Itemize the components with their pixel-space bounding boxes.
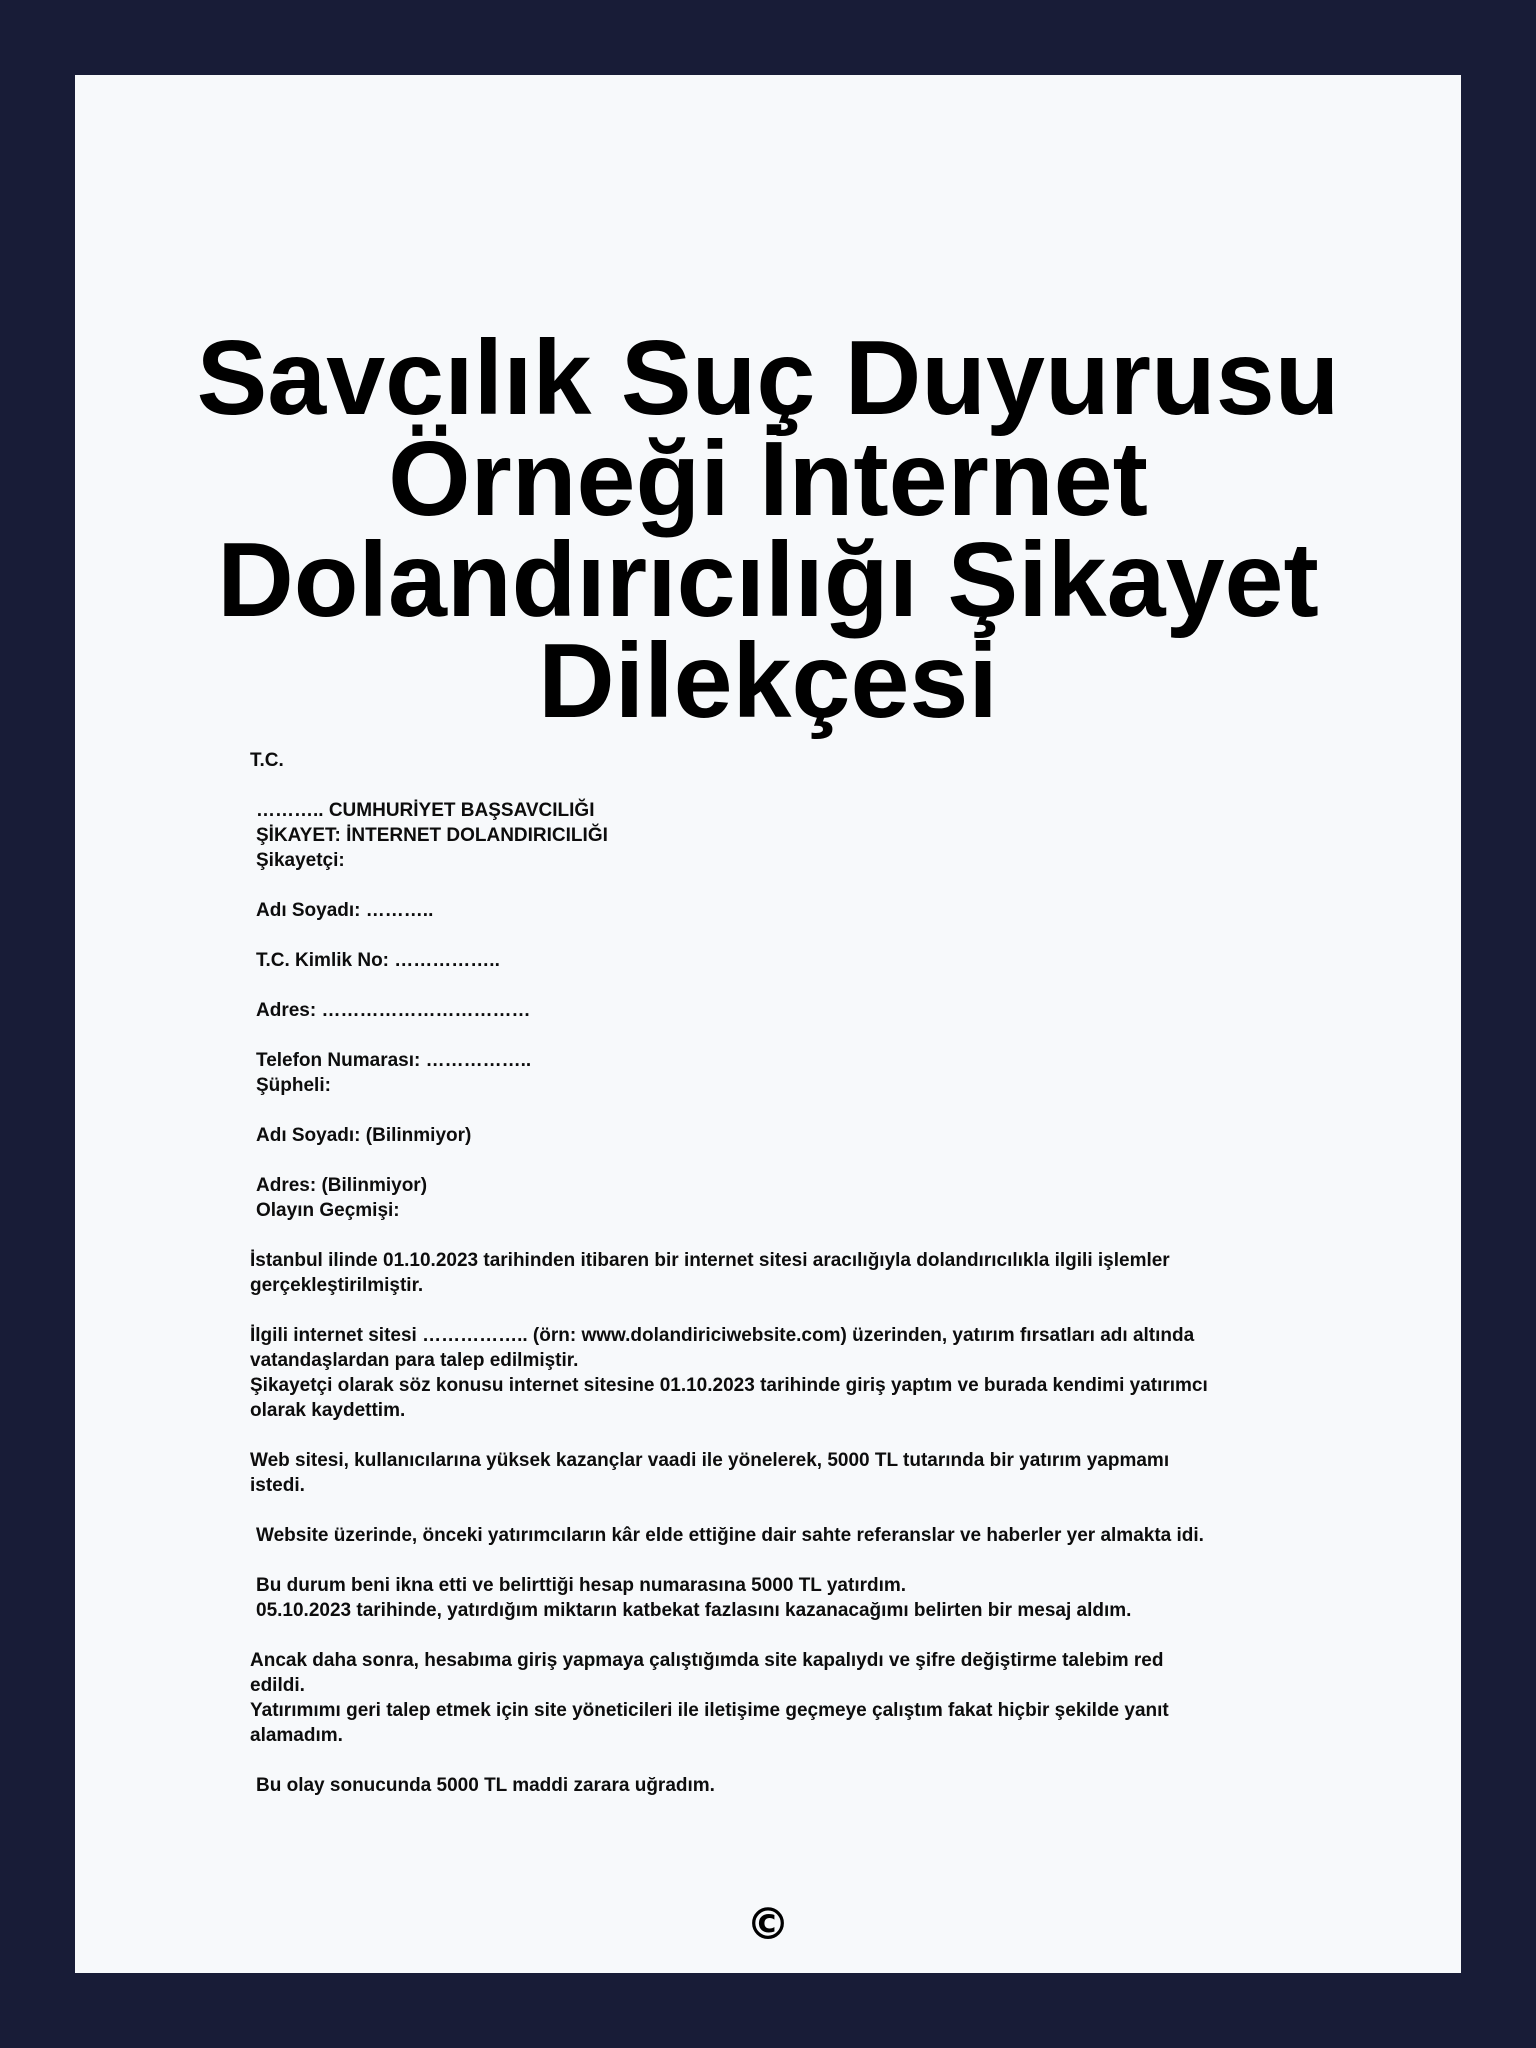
title-line: Dolandırıcılığı Şikayet xyxy=(217,521,1319,639)
doc-line-paragraph: istedi. xyxy=(250,1475,305,1496)
doc-line-paragraph: Web sitesi, kullanıcılarına yüksek kazançlar vaadi ile yönelerek, 5000 TL tutarında bir yatırım yapmamı xyxy=(250,1450,1170,1471)
doc-line-paragraph: İlgili internet sitesi …………….. (örn: www.dolandiriciwebsite.com) üzerinden, yatırım fırsatları adı altında xyxy=(250,1325,1195,1346)
page-title xyxy=(75,319,1461,740)
doc-line-office: ……….. CUMHURİYET BAŞSAVCILIĞI xyxy=(256,800,595,821)
doc-line-suspect-address: Adres: (Bilinmiyor) xyxy=(256,1175,428,1196)
doc-line-paragraph: Bu durum beni ikna etti ve belirttiği hesap numarasına 5000 TL yatırdım. xyxy=(256,1575,907,1596)
doc-line-complainant-id: T.C. Kimlik No: …………….. xyxy=(256,950,500,971)
doc-line-paragraph: alamadım. xyxy=(250,1725,343,1746)
copyright-icon: © xyxy=(746,1899,790,1950)
doc-line-paragraph: Website üzerinde, önceki yatırımcıların kâr elde ettiğine dair sahte referanslar ve haberler yer almakta idi. xyxy=(256,1525,1204,1546)
doc-line-suspect-heading: Şüpheli: xyxy=(256,1075,331,1096)
title-line: Savcılık Suç Duyurusu xyxy=(196,319,1340,437)
doc-line-tc: T.C. xyxy=(250,750,284,771)
doc-line-complainant-address: Adres: …………………………… xyxy=(256,1000,531,1021)
doc-line-complainant-heading: Şikayetçi: xyxy=(256,850,345,871)
doc-line-paragraph: İstanbul ilinde 01.10.2023 tarihinden itibaren bir internet sitesi aracılığıyla dolandırıcılıkla ilgili işlemler xyxy=(250,1250,1170,1271)
title-line: Örneği İnternet xyxy=(388,420,1148,538)
doc-line-complainant-phone: Telefon Numarası: …………….. xyxy=(256,1050,532,1071)
doc-line-paragraph: Şikayetçi olarak söz konusu internet sitesine 01.10.2023 tarihinde giriş yaptım ve burada kendimi yatırımcı xyxy=(250,1375,1208,1396)
doc-line-history-heading: Olayın Geçmişi: xyxy=(256,1200,400,1221)
doc-line-paragraph: olarak kaydettim. xyxy=(250,1400,406,1421)
doc-line-suspect-name: Adı Soyadı: (Bilinmiyor) xyxy=(256,1125,472,1146)
doc-line-paragraph: 05.10.2023 tarihinde, yatırdığım miktarın katbekat fazlasını kazanacağımı belirten bir mesaj aldım. xyxy=(256,1600,1132,1621)
doc-line-paragraph: edildi. xyxy=(250,1675,305,1696)
doc-line-complainant-name: Adı Soyadı: ……….. xyxy=(256,900,434,921)
doc-line-paragraph: Ancak daha sonra, hesabıma giriş yapmaya çalıştığımda site kapalıydı ve şifre değiştirme talebim red xyxy=(250,1650,1164,1671)
doc-line-paragraph: vatandaşlardan para talep edilmiştir. xyxy=(250,1350,579,1371)
doc-line-subject: ŞİKAYET: İNTERNET DOLANDIRICILIĞI xyxy=(256,825,608,846)
document-page xyxy=(75,75,1461,1973)
doc-line-conclusion: Bu olay sonucunda 5000 TL maddi zarara uğradım. xyxy=(256,1775,715,1796)
doc-line-paragraph: gerçekleştirilmiştir. xyxy=(250,1275,424,1296)
doc-line-paragraph: Yatırımımı geri talep etmek için site yöneticileri ile iletişime geçmeye çalıştım fakat hiçbir şekilde yanıt xyxy=(250,1700,1169,1721)
title-line: Dilekçesi xyxy=(538,622,998,740)
